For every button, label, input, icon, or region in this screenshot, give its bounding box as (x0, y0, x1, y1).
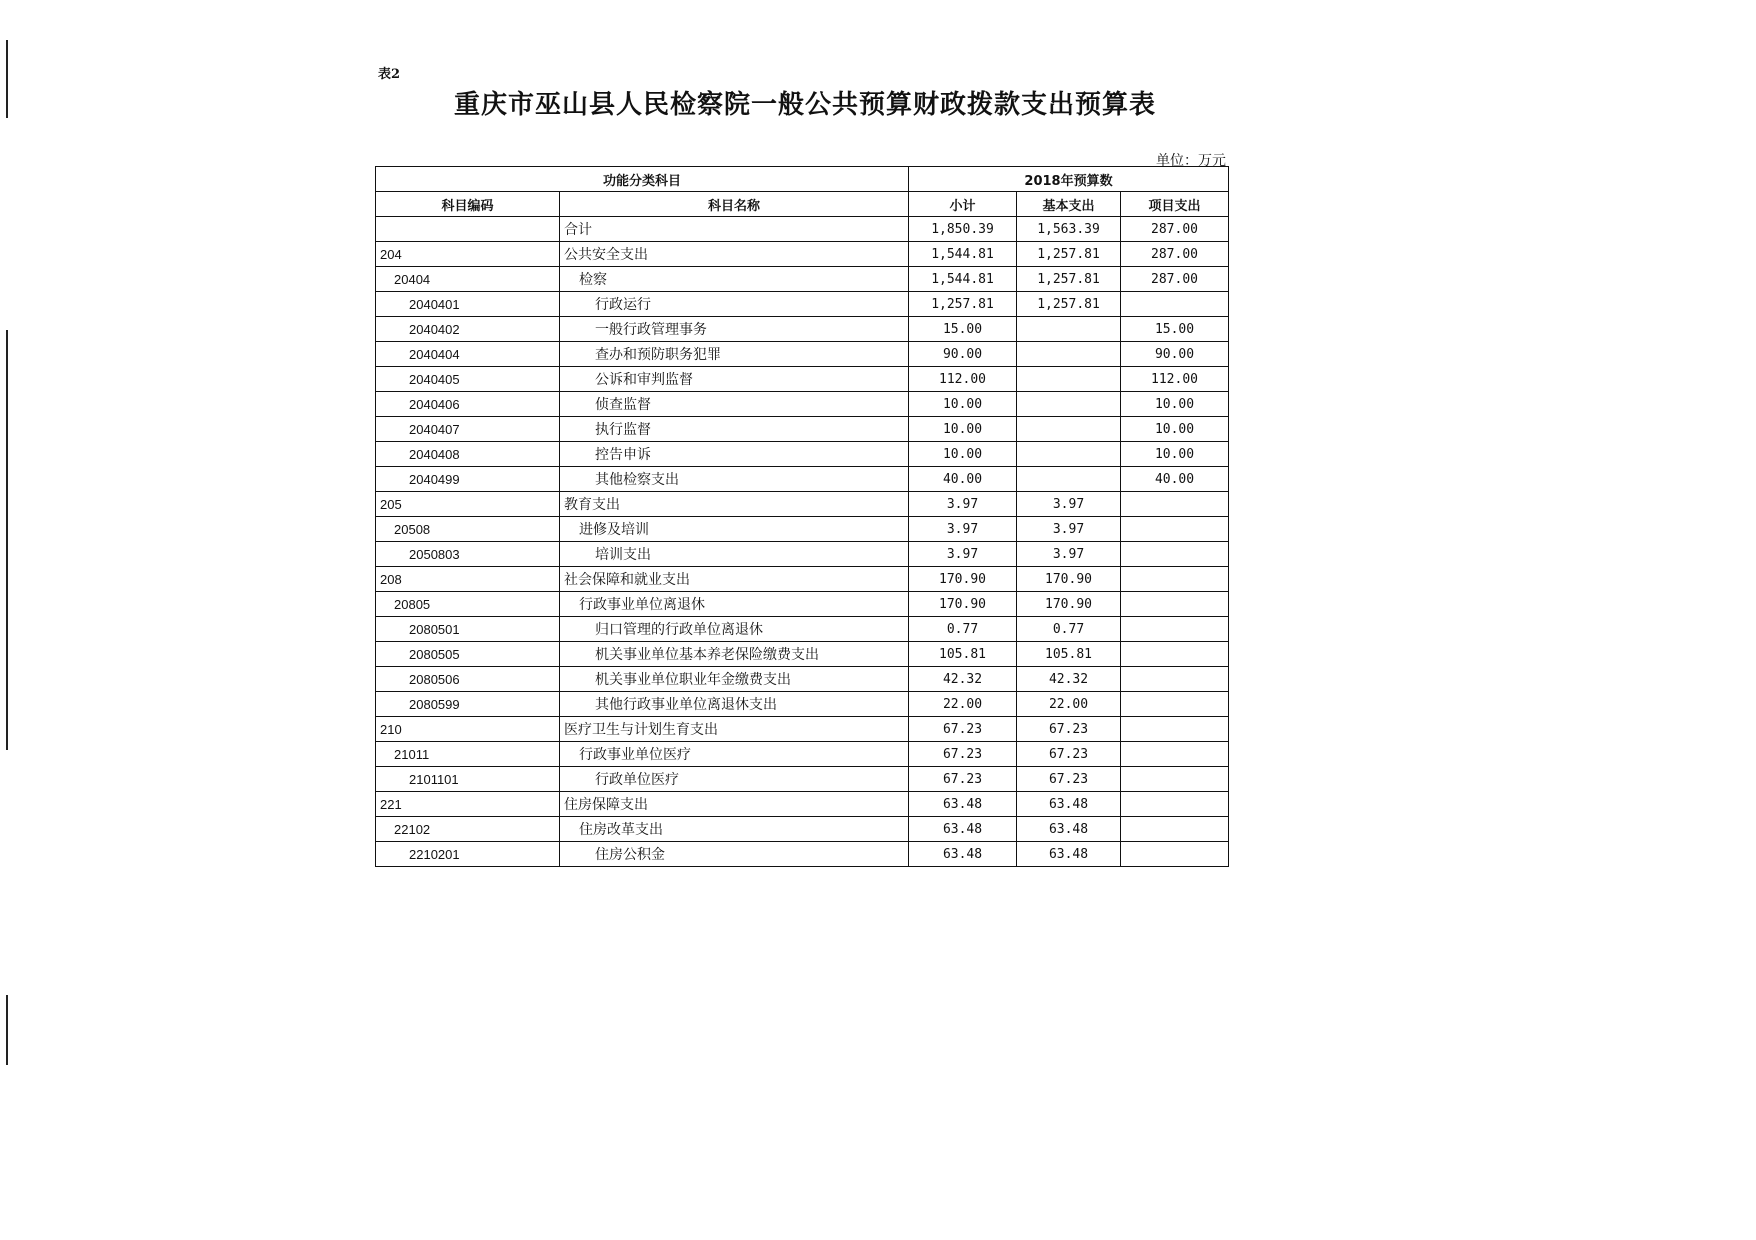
row-project-cell (1121, 542, 1229, 567)
row-project-cell (1121, 567, 1229, 592)
row-name-cell: 查办和预防职务犯罪 (560, 342, 909, 367)
row-name-cell: 合计 (560, 217, 909, 242)
row-name-cell: 侦查监督 (560, 392, 909, 417)
row-project-cell (1121, 642, 1229, 667)
table-row (376, 517, 1229, 542)
row-name-cell: 培训支出 (560, 542, 909, 567)
row-subtotal-cell: 170.90 (909, 567, 1017, 592)
table-row (376, 792, 1229, 817)
row-basic-cell: 67.23 (1017, 767, 1121, 792)
table-row (376, 217, 1229, 242)
row-code-cell: 2080506 (376, 667, 560, 692)
row-name-cell: 其他行政事业单位离退休支出 (560, 692, 909, 717)
row-name-cell: 住房保障支出 (560, 792, 909, 817)
row-code-cell: 2040401 (376, 292, 560, 317)
row-code-cell: 210 (376, 717, 560, 742)
header-name: 科目名称 (560, 192, 909, 217)
row-name-cell: 公诉和审判监督 (560, 367, 909, 392)
row-code-cell: 2210201 (376, 842, 560, 867)
row-basic-cell: 170.90 (1017, 567, 1121, 592)
row-basic-cell (1017, 392, 1121, 417)
row-basic-cell: 63.48 (1017, 842, 1121, 867)
row-project-cell (1121, 767, 1229, 792)
row-code-cell: 2080599 (376, 692, 560, 717)
row-code-cell: 2040402 (376, 317, 560, 342)
row-subtotal-cell: 105.81 (909, 642, 1017, 667)
row-subtotal-cell: 63.48 (909, 817, 1017, 842)
row-code-cell: 2040408 (376, 442, 560, 467)
row-project-cell: 10.00 (1121, 392, 1229, 417)
row-project-cell (1121, 792, 1229, 817)
table-number: 表2 (378, 67, 401, 82)
row-basic-cell: 42.32 (1017, 667, 1121, 692)
table-row (376, 342, 1229, 367)
row-code-cell: 204 (376, 242, 560, 267)
row-code-cell (376, 217, 560, 242)
header-basic: 基本支出 (1017, 192, 1121, 217)
row-name-cell: 医疗卫生与计划生育支出 (560, 717, 909, 742)
table-row (376, 417, 1229, 442)
row-basic-cell: 67.23 (1017, 717, 1121, 742)
row-code-cell: 22102 (376, 817, 560, 842)
row-project-cell: 287.00 (1121, 267, 1229, 292)
row-basic-cell (1017, 367, 1121, 392)
row-basic-cell: 170.90 (1017, 592, 1121, 617)
row-basic-cell (1017, 442, 1121, 467)
row-subtotal-cell: 42.32 (909, 667, 1017, 692)
row-name-cell: 一般行政管理事务 (560, 317, 909, 342)
header-project: 项目支出 (1121, 192, 1229, 217)
row-basic-cell: 63.48 (1017, 817, 1121, 842)
row-subtotal-cell: 3.97 (909, 517, 1017, 542)
row-name-cell: 社会保障和就业支出 (560, 567, 909, 592)
row-subtotal-cell: 1,850.39 (909, 217, 1017, 242)
row-name-cell: 住房公积金 (560, 842, 909, 867)
row-subtotal-cell: 3.97 (909, 542, 1017, 567)
row-code-cell: 2040405 (376, 367, 560, 392)
row-project-cell: 287.00 (1121, 217, 1229, 242)
table-header (376, 167, 1229, 217)
row-code-cell: 2050803 (376, 542, 560, 567)
row-subtotal-cell: 90.00 (909, 342, 1017, 367)
table-row (376, 492, 1229, 517)
row-project-cell (1121, 667, 1229, 692)
row-code-cell: 205 (376, 492, 560, 517)
row-subtotal-cell: 3.97 (909, 492, 1017, 517)
row-basic-cell: 63.48 (1017, 792, 1121, 817)
row-project-cell (1121, 692, 1229, 717)
table-row (376, 292, 1229, 317)
row-basic-cell: 67.23 (1017, 742, 1121, 767)
row-name-cell: 行政单位医疗 (560, 767, 909, 792)
row-subtotal-cell: 112.00 (909, 367, 1017, 392)
header-subtotal: 小计 (909, 192, 1017, 217)
row-code-cell: 21011 (376, 742, 560, 767)
row-project-cell: 15.00 (1121, 317, 1229, 342)
row-subtotal-cell: 1,257.81 (909, 292, 1017, 317)
row-basic-cell (1017, 342, 1121, 367)
row-code-cell: 2040404 (376, 342, 560, 367)
row-code-cell: 2040406 (376, 392, 560, 417)
row-name-cell: 机关事业单位职业年金缴费支出 (560, 667, 909, 692)
row-subtotal-cell: 10.00 (909, 417, 1017, 442)
table-row (376, 592, 1229, 617)
row-name-cell: 住房改革支出 (560, 817, 909, 842)
row-name-cell: 归口管理的行政单位离退休 (560, 617, 909, 642)
row-name-cell: 教育支出 (560, 492, 909, 517)
row-code-cell: 20508 (376, 517, 560, 542)
row-code-cell: 2080505 (376, 642, 560, 667)
table-row (376, 842, 1229, 867)
row-name-cell: 检察 (560, 267, 909, 292)
table-row (376, 267, 1229, 292)
row-subtotal-cell: 67.23 (909, 717, 1017, 742)
table-row (376, 317, 1229, 342)
row-subtotal-cell: 63.48 (909, 842, 1017, 867)
row-project-cell (1121, 517, 1229, 542)
row-code-cell: 2101101 (376, 767, 560, 792)
row-subtotal-cell: 67.23 (909, 742, 1017, 767)
row-name-cell: 机关事业单位基本养老保险缴费支出 (560, 642, 909, 667)
unit-label: 单位：万元 (1156, 153, 1226, 169)
row-project-cell (1121, 292, 1229, 317)
row-basic-cell: 1,563.39 (1017, 217, 1121, 242)
row-basic-cell: 1,257.81 (1017, 242, 1121, 267)
row-project-cell (1121, 742, 1229, 767)
table-row (376, 392, 1229, 417)
table-row (376, 367, 1229, 392)
scan-edge-mark (6, 330, 8, 750)
budget-table (375, 166, 1229, 867)
row-subtotal-cell: 170.90 (909, 592, 1017, 617)
page-title: 重庆市巫山县人民检察院一般公共预算财政拨款支出预算表 (453, 90, 1156, 120)
table-body (376, 217, 1229, 867)
row-subtotal-cell: 1,544.81 (909, 242, 1017, 267)
row-name-cell: 公共安全支出 (560, 242, 909, 267)
scan-edge-mark (6, 995, 8, 1065)
row-basic-cell: 1,257.81 (1017, 292, 1121, 317)
row-project-cell (1121, 842, 1229, 867)
row-code-cell: 20404 (376, 267, 560, 292)
table-row (376, 692, 1229, 717)
row-code-cell: 2040407 (376, 417, 560, 442)
row-subtotal-cell: 40.00 (909, 467, 1017, 492)
row-basic-cell (1017, 317, 1121, 342)
table-row (376, 642, 1229, 667)
row-project-cell: 90.00 (1121, 342, 1229, 367)
header-function-category: 功能分类科目 (376, 167, 909, 192)
table-row (376, 742, 1229, 767)
row-name-cell: 执行监督 (560, 417, 909, 442)
table-row (376, 667, 1229, 692)
table-row (376, 542, 1229, 567)
row-basic-cell: 3.97 (1017, 517, 1121, 542)
row-name-cell: 行政运行 (560, 292, 909, 317)
row-project-cell: 112.00 (1121, 367, 1229, 392)
row-subtotal-cell: 67.23 (909, 767, 1017, 792)
row-basic-cell: 22.00 (1017, 692, 1121, 717)
row-name-cell: 进修及培训 (560, 517, 909, 542)
row-project-cell: 287.00 (1121, 242, 1229, 267)
header-code: 科目编码 (376, 192, 560, 217)
row-project-cell: 40.00 (1121, 467, 1229, 492)
table-row (376, 767, 1229, 792)
row-code-cell: 2040499 (376, 467, 560, 492)
table-row (376, 242, 1229, 267)
row-subtotal-cell: 0.77 (909, 617, 1017, 642)
header-group-row (376, 167, 1229, 192)
row-subtotal-cell: 22.00 (909, 692, 1017, 717)
row-subtotal-cell: 63.48 (909, 792, 1017, 817)
row-name-cell: 其他检察支出 (560, 467, 909, 492)
table-row (376, 817, 1229, 842)
scan-edge-mark (6, 40, 8, 118)
row-project-cell: 10.00 (1121, 442, 1229, 467)
row-name-cell: 行政事业单位离退休 (560, 592, 909, 617)
row-subtotal-cell: 10.00 (909, 392, 1017, 417)
row-name-cell: 行政事业单位医疗 (560, 742, 909, 767)
row-project-cell (1121, 592, 1229, 617)
row-basic-cell (1017, 417, 1121, 442)
row-code-cell: 208 (376, 567, 560, 592)
row-project-cell (1121, 617, 1229, 642)
table-row (376, 617, 1229, 642)
row-code-cell: 2080501 (376, 617, 560, 642)
table-row (376, 467, 1229, 492)
row-basic-cell: 105.81 (1017, 642, 1121, 667)
row-name-cell: 控告申诉 (560, 442, 909, 467)
row-subtotal-cell: 15.00 (909, 317, 1017, 342)
header-budget-year: 2018年预算数 (909, 167, 1229, 192)
row-basic-cell: 3.97 (1017, 492, 1121, 517)
table-row (376, 567, 1229, 592)
row-basic-cell: 0.77 (1017, 617, 1121, 642)
row-subtotal-cell: 10.00 (909, 442, 1017, 467)
table-row (376, 717, 1229, 742)
row-project-cell: 10.00 (1121, 417, 1229, 442)
table-row (376, 442, 1229, 467)
row-subtotal-cell: 1,544.81 (909, 267, 1017, 292)
row-basic-cell: 1,257.81 (1017, 267, 1121, 292)
row-basic-cell (1017, 467, 1121, 492)
row-project-cell (1121, 717, 1229, 742)
row-project-cell (1121, 817, 1229, 842)
row-basic-cell: 3.97 (1017, 542, 1121, 567)
row-code-cell: 20805 (376, 592, 560, 617)
header-column-row (376, 192, 1229, 217)
row-code-cell: 221 (376, 792, 560, 817)
row-project-cell (1121, 492, 1229, 517)
